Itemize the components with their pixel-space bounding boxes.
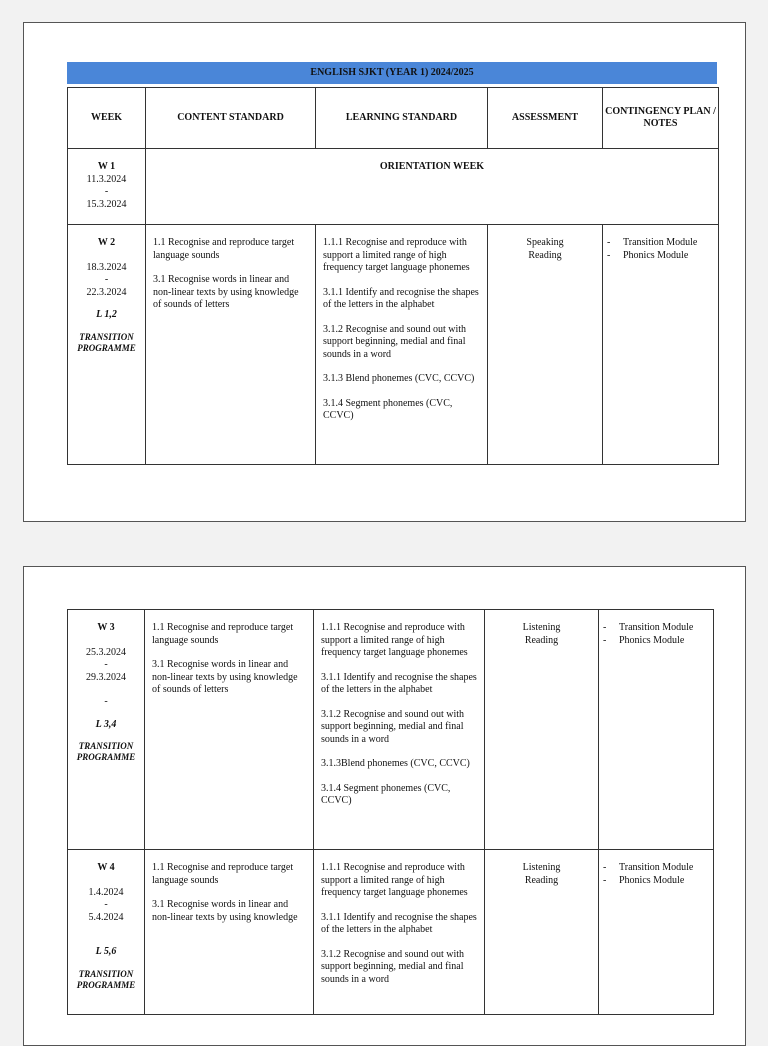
learning-standard-item: 3.1.2 Recognise and sound out with support beginning, medial and final sounds in a word: [323, 323, 467, 360]
note-item: Transition Module: [619, 862, 694, 873]
learning-standard-item: 3.1.2 Recognise and sound out with support beginning, medial and final sounds in a word: [321, 708, 465, 745]
scheme-table-2: [67, 609, 714, 1015]
header-contingency-plan: CONTINGENCY PLAN / NOTES: [603, 88, 719, 149]
lesson-label: L 5,6: [95, 946, 117, 957]
week-number: W 1: [97, 161, 116, 172]
learning-standard-cell: [314, 850, 485, 1015]
list-item: - Transition Module: [607, 237, 698, 248]
note-item: Transition Module: [623, 237, 698, 248]
week-end-date: 5.4.2024: [88, 911, 124, 923]
header-assessment: ASSESSMENT: [488, 88, 603, 149]
learning-standard-item: 1.1.1 Recognise and reproduce with support a limited range of high frequency target language phonemes: [321, 862, 468, 898]
learning-standard-item: 3.1.1 Identify and recognise the shapes of the letters in the alphabet: [323, 286, 479, 310]
assessment-item: Listening: [522, 622, 561, 633]
week-cell: [68, 225, 146, 465]
week-end-date: 22.3.2024: [86, 286, 127, 298]
notes-cell: [599, 850, 714, 1015]
week-number: W 3: [97, 622, 115, 633]
learning-standard-item: 3.1.1 Identify and recognise the shapes of the letters in the alphabet: [321, 911, 477, 935]
content-standard-item: 1.1 Recognise and reproduce target language sounds: [153, 237, 295, 261]
week-start-date: 11.3.2024: [86, 173, 127, 185]
note-item: Transition Module: [619, 622, 694, 633]
learning-standard-item: 1.1.1 Recognise and reproduce with support a limited range of high frequency target language phonemes: [323, 237, 470, 273]
content-standard-cell: [146, 225, 316, 465]
notes-cell: [603, 225, 719, 465]
list-item: - Phonics Module: [603, 874, 685, 886]
learning-standard-item: 3.1.4 Segment phonemes (CVC, CCVC): [323, 397, 453, 421]
list-item: - Transition Module: [603, 862, 694, 873]
table-row-w1: [68, 149, 719, 225]
week-cell: [68, 610, 145, 850]
table-row-w4: [68, 850, 714, 1015]
assessment-item: Reading: [524, 634, 559, 646]
document-page-2: [23, 566, 746, 1046]
learning-standard-item: 1.1.1 Recognise and reproduce with support a limited range of high frequency target language phonemes: [321, 622, 468, 658]
orientation-week-label: ORIENTATION WEEK: [146, 149, 719, 225]
assessment-item: Listening: [522, 862, 561, 873]
learning-standard-item: 3.1.3 Blend phonemes (CVC, CCVC): [323, 373, 475, 384]
week-start-date: 1.4.2024: [88, 886, 124, 898]
header-row: [68, 88, 719, 149]
date-separator: -: [104, 696, 108, 707]
header-week: WEEK: [68, 88, 146, 149]
content-standard-cell: [145, 610, 314, 850]
content-standard-item: 1.1 Recognise and reproduce target language sounds: [152, 862, 294, 886]
content-standard-item: 1.1 Recognise and reproduce target language sounds: [152, 622, 294, 646]
week-end-date: 29.3.2024: [86, 671, 126, 683]
lesson-label: L 3,4: [95, 718, 117, 730]
assessment-cell: [485, 610, 599, 850]
learning-standard-cell: [316, 225, 488, 465]
lesson-label: L 1,2: [96, 309, 117, 320]
note-item: Phonics Module: [619, 634, 685, 646]
header-learning-standard: LEARNING STANDARD: [316, 88, 488, 149]
table-row-w2: [68, 225, 719, 465]
assessment-item: Reading: [528, 249, 562, 261]
learning-standard-item: 3.1.2 Recognise and sound out with support beginning, medial and final sounds in a word: [321, 948, 465, 985]
notes-cell: [599, 610, 714, 850]
content-standard-cell: [145, 850, 314, 1015]
note-item: Phonics Module: [619, 874, 685, 886]
content-standard-item: 3.1 Recognise words in linear and non-linear texts by using knowledge of sounds of letters: [153, 274, 299, 310]
learning-standard-item: 3.1.3Blend phonemes (CVC, CCVC): [321, 758, 470, 769]
learning-standard-item: 3.1.4 Segment phonemes (CVC, CCVC): [321, 782, 451, 806]
assessment-cell: [485, 850, 599, 1015]
week-number: W 2: [97, 237, 116, 248]
week-cell: [68, 149, 146, 225]
programme-label: TRANSITION PROGRAMME: [76, 741, 136, 762]
date-separator: -: [104, 274, 109, 285]
list-item: - Phonics Module: [607, 249, 689, 261]
content-standard-item: 3.1 Recognise words in linear and non-linear texts by using knowledge: [152, 899, 298, 923]
list-item: - Phonics Module: [603, 634, 685, 646]
week-number: W 4: [97, 862, 115, 873]
week-start-date: 25.3.2024: [86, 646, 126, 658]
header-content-standard: CONTENT STANDARD: [146, 88, 316, 149]
list-item: - Transition Module: [603, 622, 694, 633]
note-item: Phonics Module: [623, 249, 689, 261]
assessment-cell: [488, 225, 603, 465]
programme-label: TRANSITION PROGRAMME: [76, 968, 136, 990]
learning-standard-cell: [314, 610, 485, 850]
week-start-date: 18.3.2024: [86, 261, 127, 273]
assessment-item: Speaking: [526, 237, 564, 248]
date-separator: -: [104, 659, 108, 670]
date-separator: -: [104, 899, 108, 910]
table-row-w3: [68, 610, 714, 850]
assessment-item: Reading: [524, 874, 559, 886]
date-separator: -: [104, 186, 109, 197]
learning-standard-item: 3.1.1 Identify and recognise the shapes of the letters in the alphabet: [321, 671, 477, 695]
week-end-date: 15.3.2024: [86, 198, 127, 210]
week-cell: [68, 850, 145, 1015]
document-page-1: [23, 22, 746, 522]
programme-label: TRANSITION PROGRAMME: [77, 331, 136, 353]
content-standard-item: 3.1 Recognise words in linear and non-linear texts by using knowledge of sounds of letters: [152, 659, 298, 695]
document-title: ENGLISH SJKT (YEAR 1) 2024/2025: [67, 62, 717, 84]
scheme-table-1: [67, 87, 719, 465]
